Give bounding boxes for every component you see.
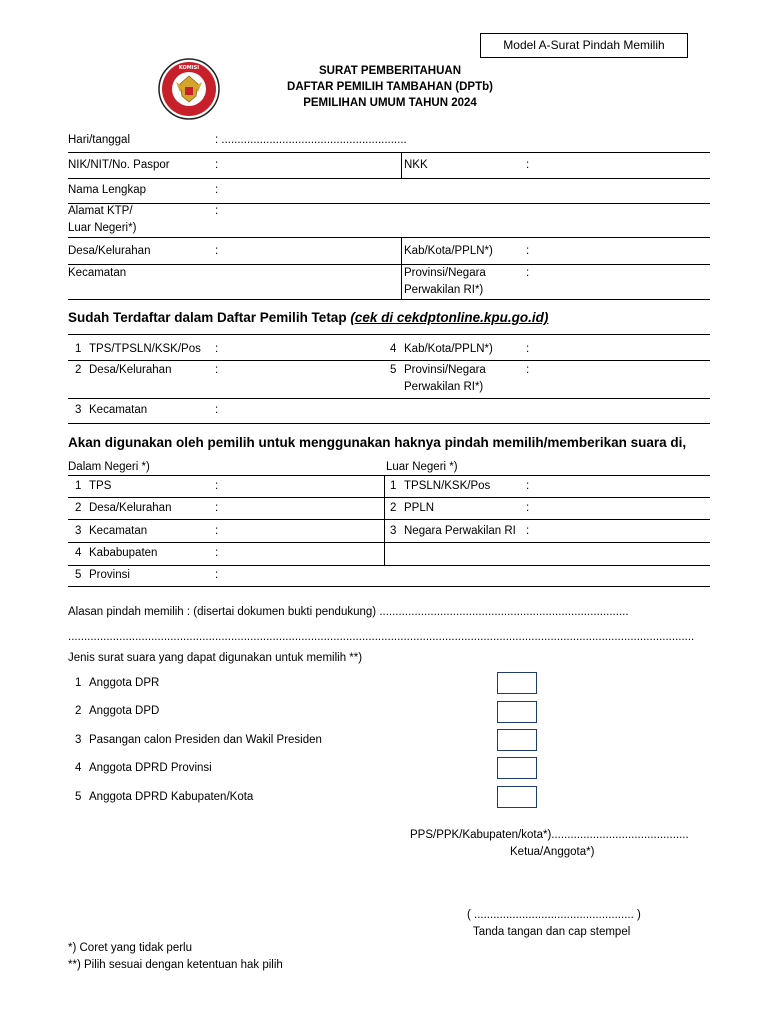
note-coret: *) Coret yang tidak perlu [68, 942, 193, 954]
nik-label: NIK/NIT/No. Paspor [68, 159, 170, 171]
o-ppln-label: PPLN [404, 502, 435, 514]
d-tps-colon[interactable]: : [215, 480, 219, 492]
s1-kab-colon[interactable]: : [526, 343, 530, 355]
cekdpt-link[interactable]: (cek di cekdptonline.kpu.go.id) [350, 310, 549, 325]
hari-tanggal-value[interactable]: : .......................................................... [215, 134, 407, 146]
s1-num-1: 1 [75, 343, 82, 355]
o-negara-label: Negara Perwakilan RI [404, 525, 516, 537]
d-num-2: 2 [75, 502, 82, 514]
nkk-colon[interactable]: : [526, 159, 530, 171]
d-num-4: 4 [75, 547, 82, 559]
s1-prov-colon[interactable]: : [526, 364, 530, 376]
checkbox-presiden[interactable] [497, 729, 537, 751]
desa-colon[interactable]: : [215, 245, 219, 257]
checkbox-dpd[interactable] [497, 701, 537, 723]
s1-kec-colon[interactable]: : [215, 404, 219, 416]
alasan-line-2[interactable]: .................................................................................................................................................................................................... [68, 631, 695, 643]
s1-desa-colon[interactable]: : [215, 364, 219, 376]
s1-num-5: 5 [390, 364, 397, 376]
o-negara-colon[interactable]: : [526, 525, 530, 537]
kab-label: Kab/Kota/PPLN*) [404, 245, 493, 257]
s1-desa-label: Desa/Kelurahan [89, 364, 172, 376]
checkbox-dprd-provinsi[interactable] [497, 757, 537, 779]
alamat-label-1: Alamat KTP/ [68, 205, 133, 217]
d-prov-label: Provinsi [89, 569, 130, 581]
model-label: Model A-Surat Pindah Memilih [480, 33, 688, 58]
jenis-num-5: 5 [75, 791, 82, 803]
header-line-2: DAFTAR PEMILIH TAMBAHAN (DPTb) [287, 81, 493, 93]
jenis-label-presiden: Pasangan calon Presiden dan Wakil Presiden [89, 734, 322, 746]
kab-colon[interactable]: : [526, 245, 530, 257]
o-num-2: 2 [390, 502, 397, 514]
jenis-label-dprd-kab: Anggota DPRD Kabupaten/Kota [89, 791, 254, 803]
header-line-1: SURAT PEMBERITAHUAN [318, 65, 462, 77]
d-prov-colon[interactable]: : [215, 569, 219, 581]
s1-tps-label: TPS/TPSLN/KSK/Pos [89, 343, 201, 355]
nkk-label: NKK [404, 159, 428, 171]
provinsi-colon[interactable]: : [526, 267, 530, 279]
d-kec-label: Kecamatan [89, 525, 148, 537]
checkbox-dprd-kabupaten[interactable] [497, 786, 537, 808]
jenis-num-2: 2 [75, 705, 82, 717]
s1-num-3: 3 [75, 404, 82, 416]
jenis-label-dpr: Anggota DPR [89, 677, 160, 689]
signature-caption: Tanda tangan dan cap stempel [473, 926, 631, 938]
s1-kec-label: Kecamatan [89, 404, 148, 416]
section1-title-text: Sudah Terdaftar dalam Daftar Pemilih Tetap [68, 310, 347, 325]
o-num-3: 3 [390, 525, 397, 537]
o-ppln-colon[interactable]: : [526, 502, 530, 514]
s1-tps-colon[interactable]: : [215, 343, 219, 355]
jenis-label-dprd-prov: Anggota DPRD Provinsi [89, 762, 212, 774]
ketua-label: Ketua/Anggota*) [510, 846, 595, 858]
pps-line[interactable]: PPS/PPK/Kabupaten/kota*)........................................... [410, 829, 689, 841]
checkbox-dpr[interactable] [497, 672, 537, 694]
d-kab-label: Kababupaten [89, 547, 158, 559]
s1-prov-label-1: Provinsi/Negara [404, 364, 486, 376]
provinsi-label-1: Provinsi/Negara [404, 267, 486, 279]
alasan-line-1[interactable]: Alasan pindah memilih : (disertai dokumen bukti pendukung) .............................................................................. [68, 606, 629, 618]
desa-label: Desa/Kelurahan [68, 245, 151, 257]
s1-num-2: 2 [75, 364, 82, 376]
header-line-3: PEMILIHAN UMUM TAHUN 2024 [303, 97, 477, 109]
luar-negeri-label: Luar Negeri *) [386, 461, 458, 473]
d-kec-colon[interactable]: : [215, 525, 219, 537]
s1-prov-label-2: Perwakilan RI*) [404, 381, 484, 393]
kecamatan-label: Kecamatan [68, 267, 127, 279]
jenis-num-4: 4 [75, 762, 82, 774]
note-pilih: **) Pilih sesuai dengan ketentuan hak pilih [68, 959, 283, 971]
s1-num-4: 4 [390, 343, 397, 355]
hari-tanggal-label: Hari/tanggal [68, 134, 131, 146]
alamat-label-2: Luar Negeri*) [68, 222, 137, 234]
svg-text:KOMISI: KOMISI [178, 65, 200, 71]
nama-colon[interactable]: : [215, 184, 219, 196]
o-tpsln-label: TPSLN/KSK/Pos [404, 480, 491, 492]
alamat-colon[interactable]: : [215, 205, 219, 217]
d-num-5: 5 [75, 569, 82, 581]
d-num-3: 3 [75, 525, 82, 537]
s1-kab-label: Kab/Kota/PPLN*) [404, 343, 493, 355]
d-desa-label: Desa/Kelurahan [89, 502, 172, 514]
dalam-negeri-label: Dalam Negeri *) [68, 461, 150, 473]
d-tps-label: TPS [89, 480, 112, 492]
section2-title: Akan digunakan oleh pemilih untuk menggunakan haknya pindah memilih/memberikan suara di, [68, 435, 687, 450]
kpu-logo-icon [158, 58, 220, 120]
jenis-num-1: 1 [75, 677, 82, 689]
jenis-title: Jenis surat suara yang dapat digunakan untuk memilih **) [68, 652, 363, 664]
jenis-label-dpd: Anggota DPD [89, 705, 160, 717]
jenis-num-3: 3 [75, 734, 82, 746]
provinsi-label-2: Perwakilan RI*) [404, 284, 484, 296]
section1-title [68, 311, 548, 325]
o-num-1: 1 [390, 480, 397, 492]
nama-label: Nama Lengkap [68, 184, 146, 196]
d-kab-colon[interactable]: : [215, 547, 219, 559]
signature-name-line[interactable]: ( .................................................. ) [467, 909, 641, 921]
d-desa-colon[interactable]: : [215, 502, 219, 514]
d-num-1: 1 [75, 480, 82, 492]
o-tpsln-colon[interactable]: : [526, 480, 530, 492]
nik-colon[interactable]: : [215, 159, 219, 171]
